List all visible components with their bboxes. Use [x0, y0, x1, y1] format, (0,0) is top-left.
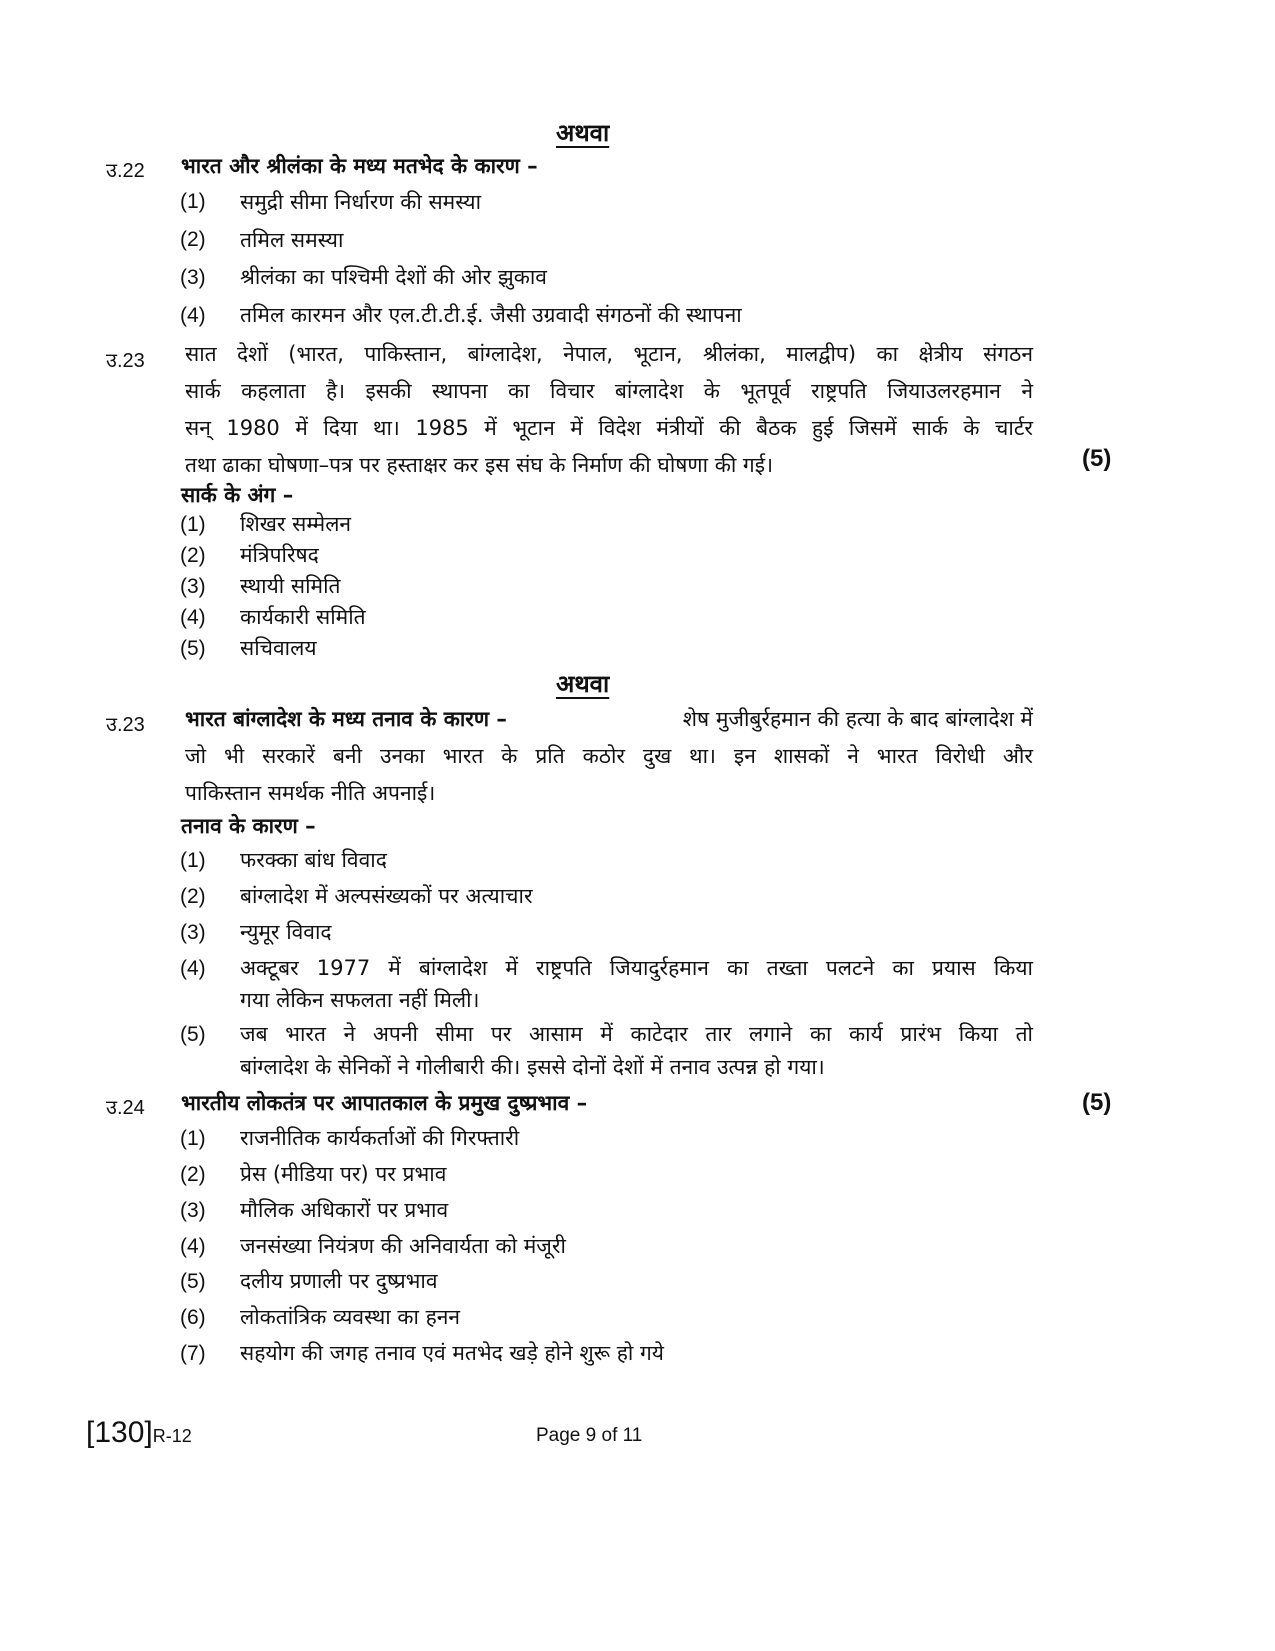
question-heading: भारत और श्रीलंका के मध्य मतभेद के कारण – — [181, 154, 538, 178]
list-item: लोकतांत्रिक व्यवस्था का हनन — [240, 1305, 461, 1329]
list-item: स्थायी समिति — [240, 574, 341, 598]
list-item: समुद्री सीमा निर्धारण की समस्या — [240, 190, 482, 214]
list-number: (1) — [180, 1127, 206, 1150]
list-item: मंत्रिपरिषद — [240, 543, 319, 567]
paper-series: R-12 — [152, 1426, 192, 1446]
question-number: उ.24 — [106, 1097, 145, 1119]
list-number: (1) — [180, 190, 206, 213]
marks-label: (5) — [1082, 445, 1112, 472]
list-number: (2) — [180, 228, 206, 251]
answer-line: सार्क कहलाता है। इसकी स्थापना का विचार बांग्लादेश के भूतपूर्व राष्ट्रपति जियाउलरहमान ने — [185, 379, 1033, 403]
answer-line: तथा ढाका घोषणा–पत्र पर हस्ताक्षर कर इस संघ के निर्माण की घोषणा की गई। — [185, 453, 774, 477]
paper-code — [86, 1416, 192, 1450]
list-item: कार्यकारी समिति — [240, 605, 366, 629]
list-item: मौलिक अधिकारों पर प्रभाव — [240, 1198, 449, 1222]
marks-label: (5) — [1082, 1089, 1112, 1116]
list-number: (3) — [180, 921, 206, 944]
list-number: (5) — [180, 1023, 206, 1046]
list-item: सहयोग की जगह तनाव एवं मतभेद खड़े होने शुरू हो गये — [240, 1341, 664, 1365]
list-item: राजनीतिक कार्यकर्ताओं की गिरफ्तारी — [240, 1126, 520, 1150]
page-number: Page 9 of 11 — [536, 1425, 643, 1446]
paper-code-number: [130] — [86, 1416, 153, 1449]
list-number: (7) — [180, 1342, 206, 1365]
list-item: शिखर सम्मेलन — [240, 512, 352, 536]
list-item-continued: गया लेकिन सफलता नहीं मिली। — [240, 988, 480, 1012]
or-divider: अथवा — [556, 119, 610, 147]
list-number: (4) — [180, 957, 206, 980]
answer-line: सन् 1980 में दिया था। 1985 में भूटान में विदेश मंत्रीयों की बैठक हुई जिसमें सार्क के चार्टर — [185, 416, 1033, 440]
list-number: (2) — [180, 1163, 206, 1186]
list-number: (4) — [180, 304, 206, 327]
subheading: तनाव के कारण – — [181, 814, 316, 838]
question-number: उ.23 — [106, 714, 145, 736]
list-item: अक्टूबर 1977 में बांग्लादेश में राष्ट्रपति जियादुर्रहमान का तख्ता पलटने का प्रयास किया — [240, 956, 1033, 980]
question-heading: भारतीय लोकतंत्र पर आपातकाल के प्रमुख दुष्प्रभाव – — [181, 1091, 588, 1115]
list-number: (2) — [180, 885, 206, 908]
list-number: (4) — [180, 606, 206, 629]
list-item: जब भारत ने अपनी सीमा पर आसाम में काटेदार तार लगाने का कार्य प्रारंभ किया तो — [240, 1022, 1033, 1046]
list-item-continued: बांग्लादेश के सेनिकों ने गोलीबारी की। इससे दोनों देशों में तनाव उत्पन्न हो गया। — [240, 1055, 825, 1079]
answer-line-first — [185, 701, 1033, 738]
list-item: बांग्लादेश में अल्पसंख्यकों पर अत्याचार — [240, 884, 533, 908]
or-divider: अथवा — [556, 670, 610, 698]
list-item: तमिल कारमन और एल.टी.टी.ई. जैसी उग्रवादी संगठनों की स्थापना — [240, 303, 742, 327]
list-item: सचिवालय — [240, 636, 317, 660]
list-number: (3) — [180, 266, 206, 289]
list-number: (4) — [180, 1235, 206, 1258]
list-item: दलीय प्रणाली पर दुष्प्रभाव — [240, 1269, 438, 1293]
list-item: फरक्का बांध विवाद — [240, 848, 387, 872]
answer-line: पाकिस्तान समर्थक नीति अपनाई। — [185, 781, 436, 805]
list-number: (2) — [180, 544, 206, 567]
list-number: (3) — [180, 575, 206, 598]
list-item: प्रेस (मीडिया पर) पर प्रभाव — [240, 1162, 447, 1186]
list-number: (3) — [180, 1199, 206, 1222]
list-item: जनसंख्या नियंत्रण की अनिवार्यता को मंजूरी — [240, 1234, 566, 1258]
list-number: (1) — [180, 513, 206, 536]
answer-text: शेष मुजीबुर्रहमान की हत्या के बाद बांग्लादेश में — [682, 707, 1033, 731]
answer-line: जो भी सरकारें बनी उनका भारत के प्रति कठोर दुख था। इन शासकों ने भारत विरोधी और — [185, 744, 1033, 768]
question-number: उ.23 — [106, 350, 145, 372]
question-heading: भारत बांग्लादेश के मध्य तनाव के कारण – — [185, 707, 507, 731]
list-item: श्रीलंका का पश्चिमी देशों की ओर झुकाव — [240, 265, 547, 289]
answer-line: सात देशों (भारत, पाकिस्तान, बांग्लादेश, नेपाल, भूटान, श्रीलंका, मालद्वीप) का क्षेत्रीय संगठन — [185, 342, 1033, 366]
list-item: तमिल समस्या — [240, 228, 344, 252]
list-number: (1) — [180, 849, 206, 872]
list-number: (6) — [180, 1306, 206, 1329]
question-number: उ.22 — [106, 160, 145, 182]
subheading: सार्क के अंग – — [181, 483, 294, 507]
list-item: न्युमूर विवाद — [240, 920, 332, 944]
list-number: (5) — [180, 637, 206, 660]
list-number: (5) — [180, 1270, 206, 1293]
